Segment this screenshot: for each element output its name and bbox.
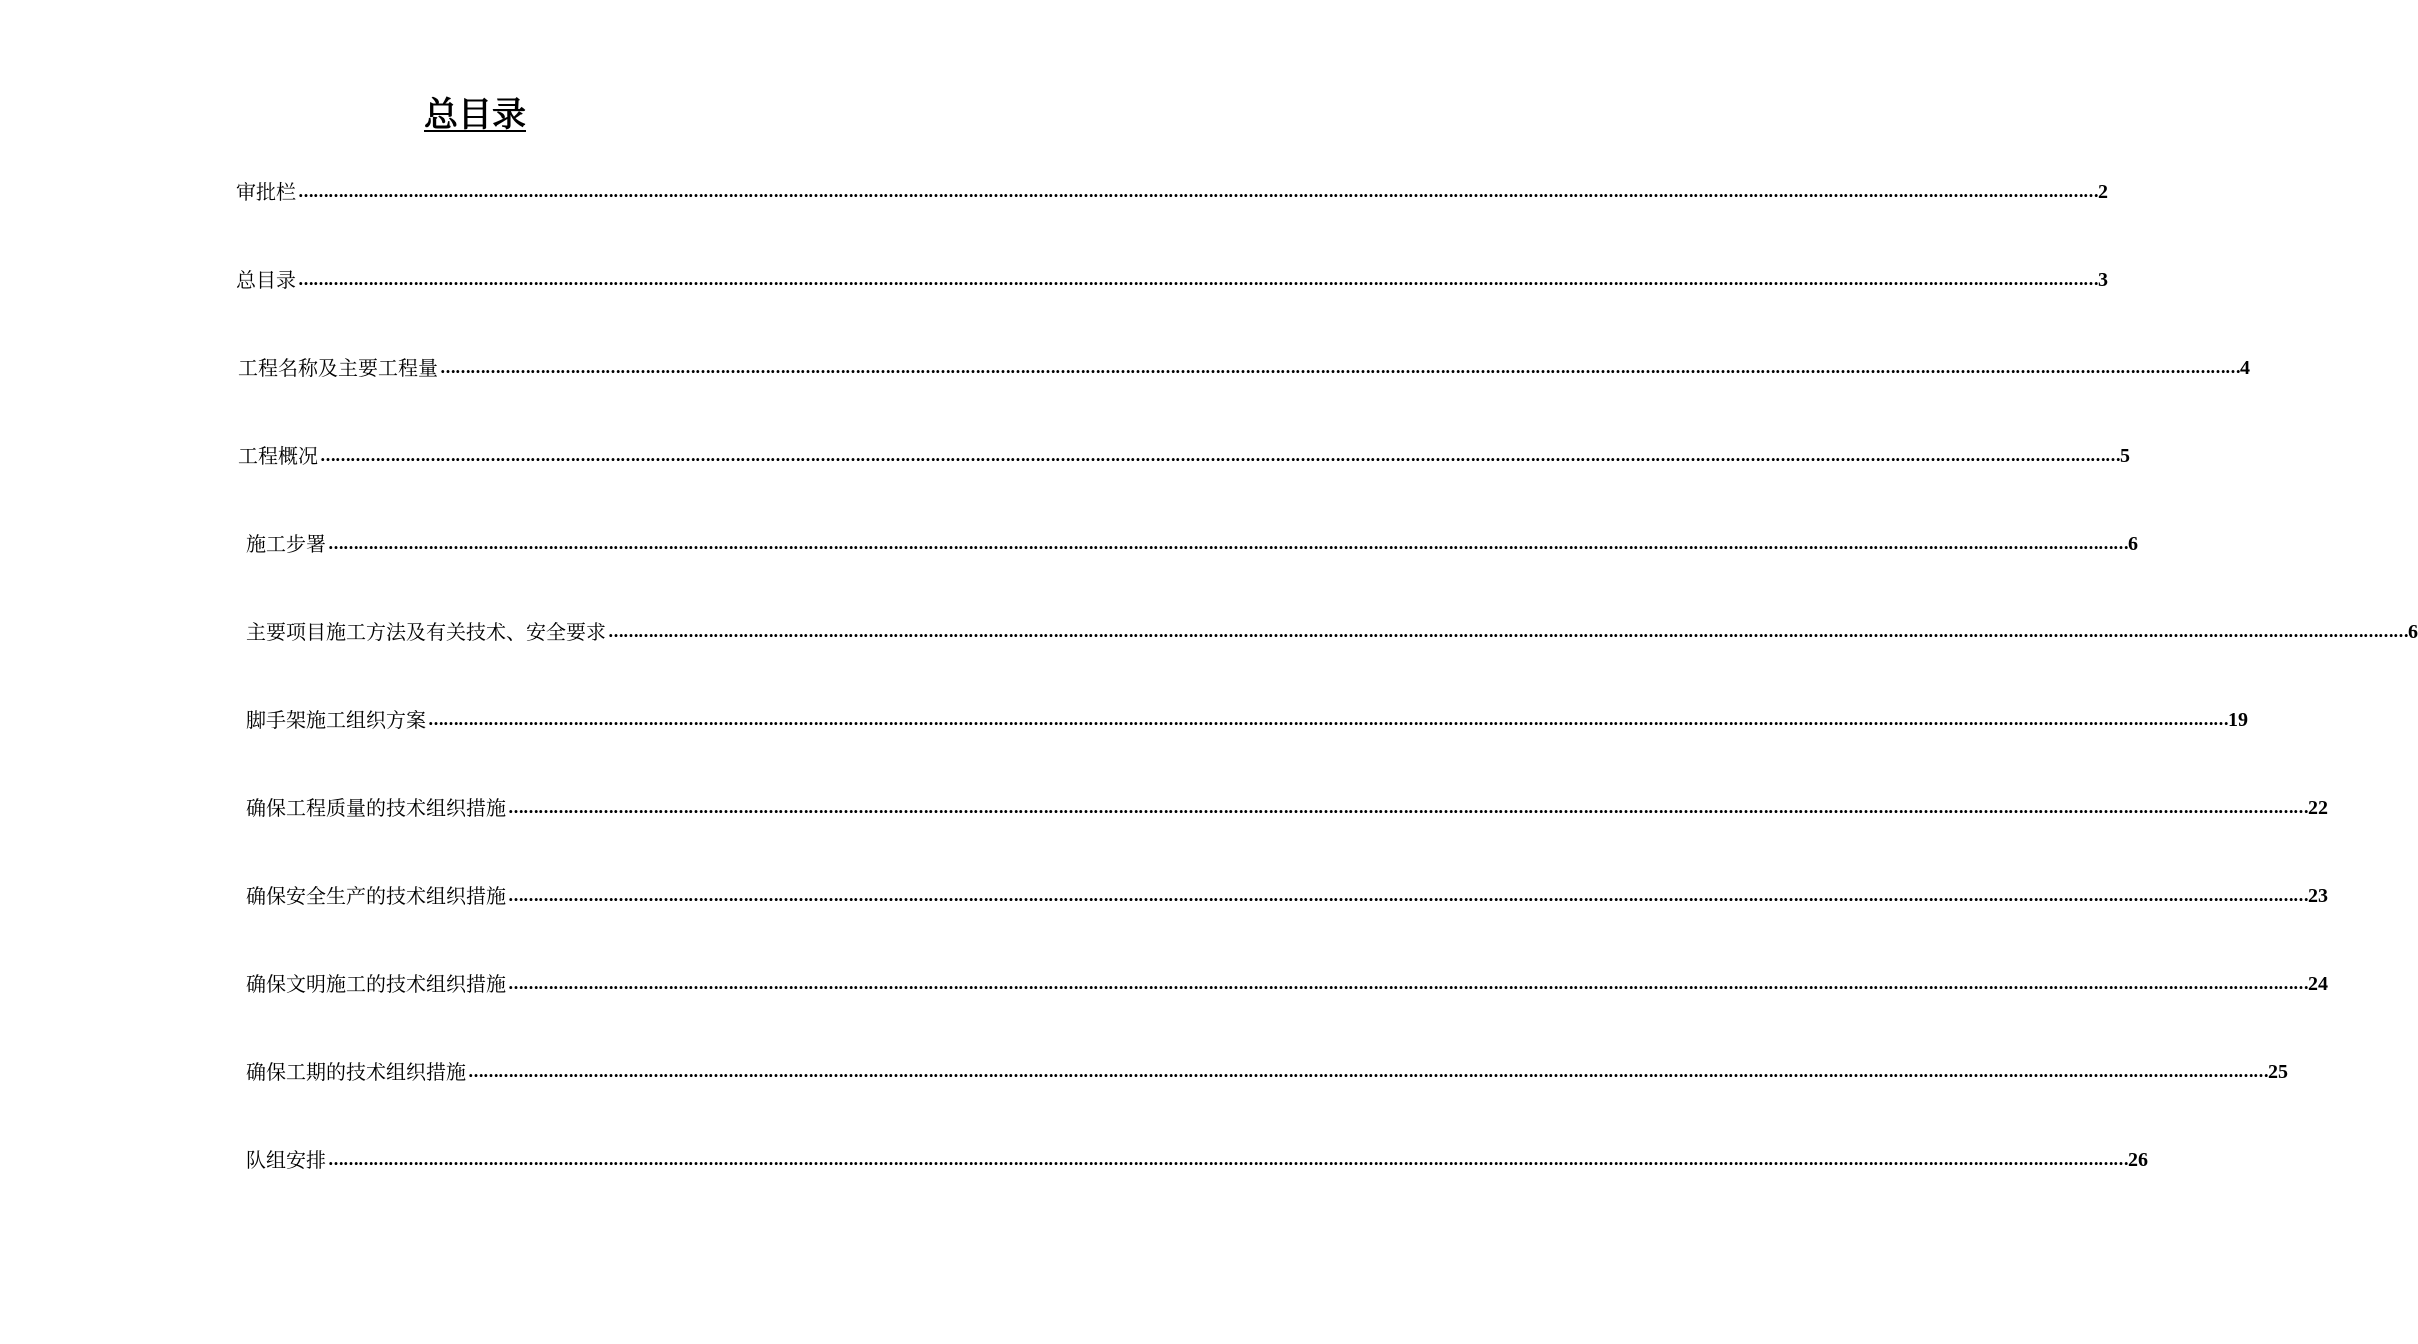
toc-entry-page: 23 (2308, 885, 2328, 907)
toc-dot-leader: ……………………………………………………………………………………………………………………………………………………………………………………………………………………………………………………………………………………………………………………………… (508, 798, 2308, 817)
toc-entry[interactable] (236, 265, 2108, 295)
toc-dot-leader: ……………………………………………………………………………………………………………………………………………………………………………………………………………………………………………………………………………………………………………………………… (468, 1062, 2268, 1081)
toc-entry[interactable] (238, 441, 2130, 471)
toc-entry-page: 19 (2228, 709, 2248, 731)
page-title-text: 总目录 (424, 95, 526, 135)
toc-entry-page: 6 (2408, 621, 2418, 643)
toc-entry-label: 工程概况 (238, 444, 318, 468)
toc-dot-leader: ……………………………………………………………………………………………………………………………………………………………………………………………………………………………………………………………………………………………………………………………… (428, 710, 2228, 729)
toc-entry[interactable] (246, 969, 2328, 999)
toc-entry-label: 确保工期的技术组织措施 (246, 1060, 466, 1084)
toc-dot-leader: ……………………………………………………………………………………………………………………………………………………………………………………………………………………………………………………………………………………………………………………………… (320, 446, 2120, 465)
toc-entry-page: 24 (2308, 973, 2328, 995)
toc-entry-page: 22 (2308, 797, 2328, 819)
toc-entry-page: 2 (2098, 181, 2108, 203)
toc-entry-page: 5 (2120, 445, 2130, 467)
toc-entry[interactable] (246, 1145, 2148, 1175)
toc-entry[interactable] (246, 793, 2328, 823)
toc-entry-page: 6 (2128, 533, 2138, 555)
toc-entry-label: 确保安全生产的技术组织措施 (246, 884, 506, 908)
toc-dot-leader: ……………………………………………………………………………………………………………………………………………………………………………………………………………………………………………………………………………………………………………………………… (608, 622, 2408, 641)
toc-dot-leader: ……………………………………………………………………………………………………………………………………………………………………………………………………………………………………………………………………………………………………………………………… (508, 974, 2308, 993)
toc-dot-leader: ……………………………………………………………………………………………………………………………………………………………………………………………………………………………………………………………………………………………………………………………… (440, 358, 2240, 377)
toc-entry-label: 审批栏 (236, 180, 296, 204)
toc-entry-label: 施工步署 (246, 532, 326, 556)
toc-entry-label: 工程名称及主要工程量 (238, 356, 438, 380)
toc-entry-label: 队组安排 (246, 1148, 326, 1172)
toc-entry-page: 4 (2240, 357, 2250, 379)
toc-dot-leader: ……………………………………………………………………………………………………………………………………………………………………………………………………………………………………………………………………………………………………………………………… (508, 886, 2308, 905)
toc-dot-leader: ……………………………………………………………………………………………………………………………………………………………………………………………………………………………………………………………………………………………………………………………… (328, 534, 2128, 553)
toc-entry[interactable] (246, 617, 2418, 647)
toc-entry-label: 确保工程质量的技术组织措施 (246, 796, 506, 820)
toc-dot-leader: ……………………………………………………………………………………………………………………………………………………………………………………………………………………………………………………………………………………………………………………………… (298, 270, 2098, 289)
toc-dot-leader: ……………………………………………………………………………………………………………………………………………………………………………………………………………………………………………………………………………………………………………………………… (328, 1150, 2128, 1169)
toc-entry[interactable] (246, 1057, 2288, 1087)
toc-dot-leader: ……………………………………………………………………………………………………………………………………………………………………………………………………………………………………………………………………………………………………………………………… (298, 182, 2098, 201)
toc-entry[interactable] (236, 177, 2108, 207)
toc-entry-label: 主要项目施工方法及有关技术、安全要求 (246, 620, 606, 644)
toc-entry[interactable] (246, 529, 2138, 559)
toc-entry[interactable] (246, 705, 2248, 735)
toc-entry-label: 脚手架施工组织方案 (246, 708, 426, 732)
toc-entry-page: 26 (2128, 1149, 2148, 1171)
toc-entry-page: 3 (2098, 269, 2108, 291)
toc-entry-label: 确保文明施工的技术组织措施 (246, 972, 506, 996)
toc-entry[interactable] (246, 881, 2328, 911)
toc-entry[interactable] (238, 353, 2250, 383)
toc-entry-label: 总目录 (236, 268, 296, 292)
toc-entry-page: 25 (2268, 1061, 2288, 1083)
